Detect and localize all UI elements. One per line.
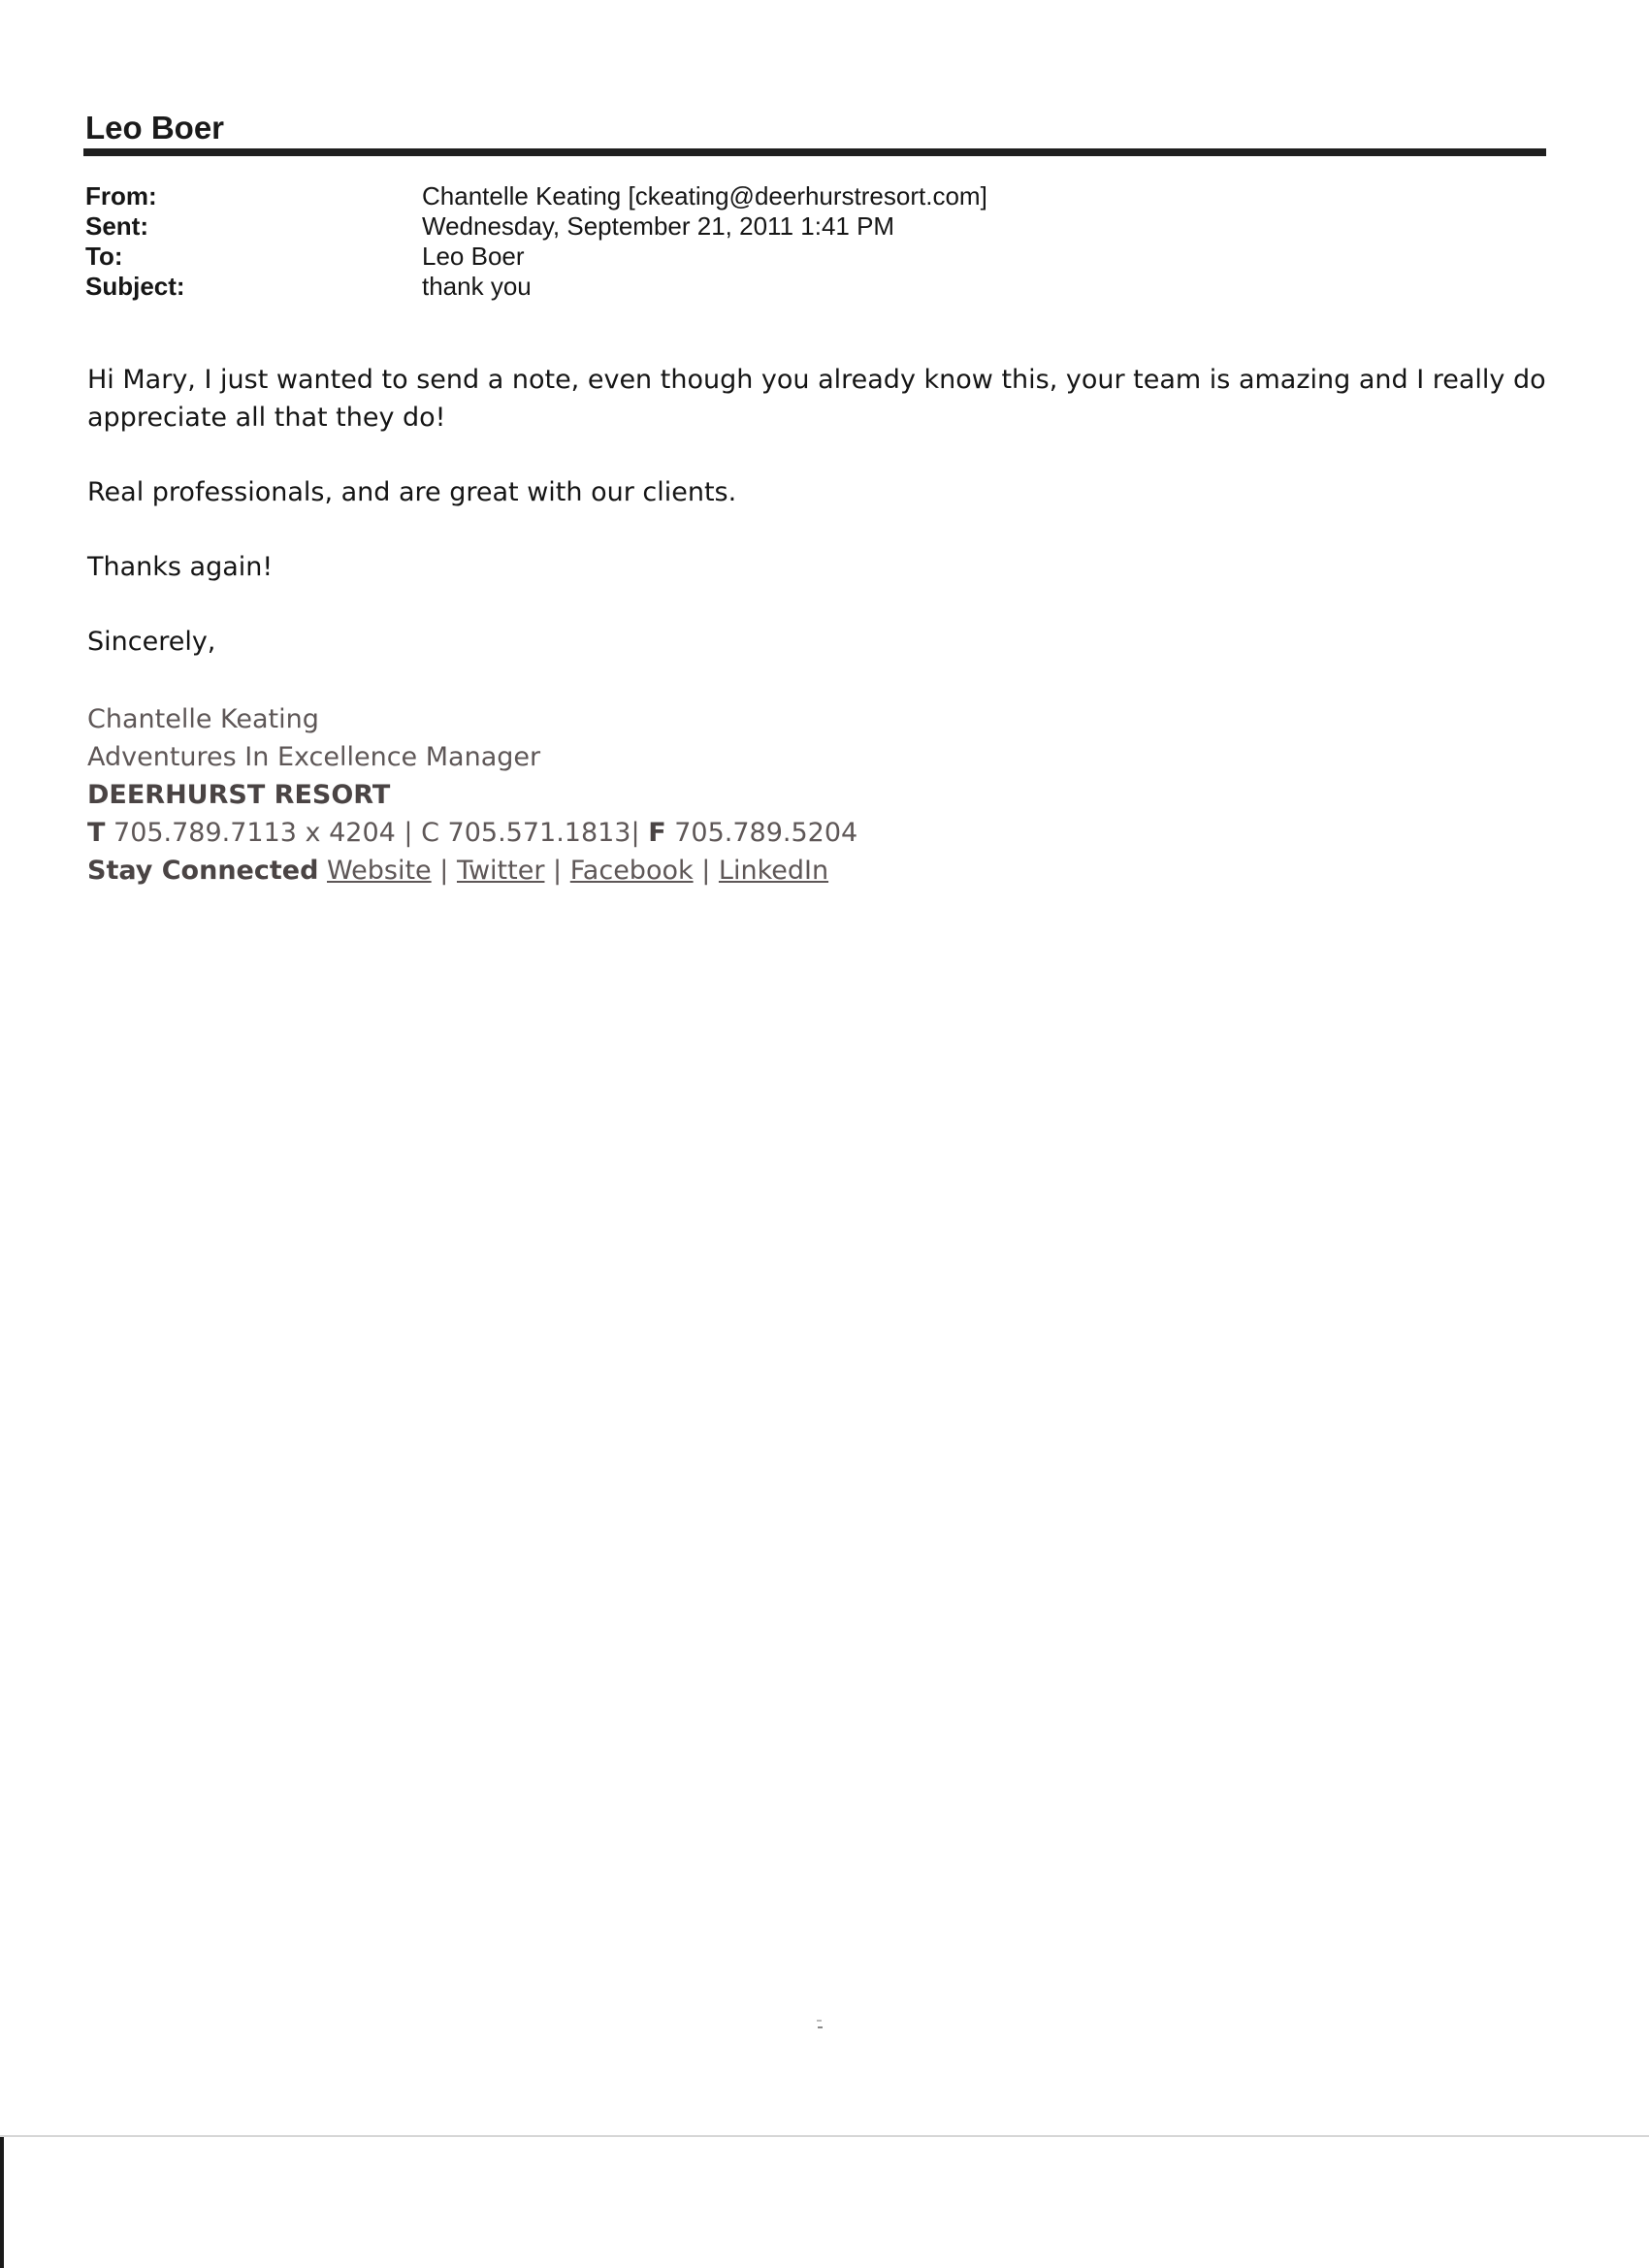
header-row-from: [85, 181, 987, 211]
link-separator: |: [701, 856, 711, 886]
body-closing: Sincerely,: [87, 627, 216, 657]
scan-speck: [818, 2026, 823, 2028]
stay-connected-label: Stay Connected: [87, 856, 319, 886]
email-header: [85, 181, 987, 302]
body-paragraph-thanks: Thanks again!: [87, 552, 274, 582]
subject-label: Subject:: [85, 272, 185, 301]
from-label: From:: [85, 181, 157, 211]
sent-label: Sent:: [85, 211, 148, 241]
email-signature: [87, 700, 857, 890]
signature-company: DEERHURST RESORT: [87, 780, 391, 810]
signature-links-line: [87, 852, 857, 890]
header-row-to: [85, 242, 987, 272]
header-row-subject: [85, 272, 987, 302]
scan-page-edge: [0, 2135, 1649, 2137]
phone-t-value: 705.789.7113 x 4204: [113, 818, 396, 848]
sent-value: Wednesday, September 21, 2011 1:41 PM: [422, 211, 895, 241]
website-link[interactable]: Website: [327, 856, 432, 886]
phone-f-value: 705.789.5204: [674, 818, 858, 848]
header-row-sent: [85, 211, 987, 242]
document-title: Leo Boer: [85, 110, 225, 146]
phone-f-label: F: [648, 818, 666, 848]
signature-phone-line: [87, 814, 857, 852]
to-label: To:: [85, 242, 123, 271]
scan-page-edge-shadow: [0, 2137, 4, 2268]
from-value: Chantelle Keating [ckeating@deerhurstresort.com]: [422, 181, 987, 211]
body-paragraph-professionals: Real professionals, and are great with our clients.: [87, 477, 737, 507]
linkedin-link[interactable]: LinkedIn: [718, 856, 829, 886]
scan-speck: [817, 2020, 822, 2022]
phone-c-text: | C 705.571.1813|: [404, 818, 640, 848]
to-value: Leo Boer: [422, 242, 525, 271]
link-separator: |: [553, 856, 563, 886]
body-paragraph-greeting: Hi Mary, I just wanted to send a note, even though you already know this, your team is amazing and I really do appreciate all that they do!: [87, 365, 1546, 433]
twitter-link[interactable]: Twitter: [456, 856, 545, 886]
title-divider: [83, 148, 1546, 156]
facebook-link[interactable]: Facebook: [569, 856, 694, 886]
link-separator: |: [439, 856, 449, 886]
signature-name: Chantelle Keating: [87, 704, 319, 734]
email-body: [87, 361, 1562, 697]
signature-job-title: Adventures In Excellence Manager: [87, 742, 541, 772]
subject-value: thank you: [422, 272, 532, 301]
phone-t-label: T: [87, 818, 106, 848]
